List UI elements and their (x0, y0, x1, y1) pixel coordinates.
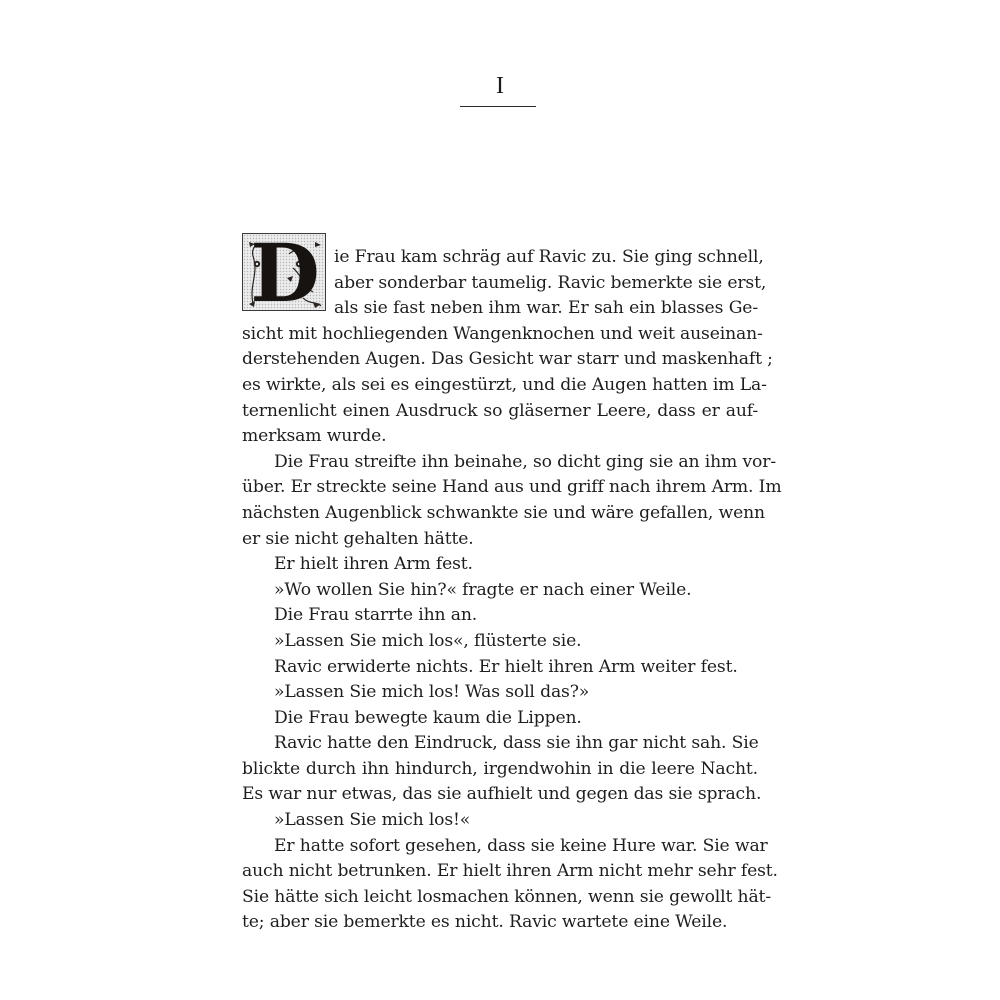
text-line: »Lassen Sie mich los!« (274, 810, 471, 831)
text-line: Die Frau bewegte kaum die Lippen. (274, 707, 582, 728)
text-line: aber sonderbar taumelig. Ravic bemerkte sie erst, (334, 272, 767, 293)
text-line: über. Er streckte seine Hand aus und griff nach ihrem Arm. Im (242, 477, 782, 498)
text-line: er sie nicht gehalten hätte. (242, 528, 474, 549)
text-line: blickte durch ihn hindurch, irgendwohin in die leere Nacht. (242, 758, 758, 779)
text-line: sicht mit hochliegenden Wangenknochen und weit auseinan- (242, 323, 763, 344)
text-line: ternenlicht einen Ausdruck so gläserner Leere, dass er auf- (242, 400, 758, 421)
text-line: Er hielt ihren Arm fest. (274, 554, 473, 575)
dropcap-letter: D (250, 233, 320, 311)
text-line: te; aber sie bemerkte es nicht. Ravic wartete eine Weile. (242, 912, 728, 933)
text-line: Die Frau streifte ihn beinahe, so dicht ging sie an ihm vor- (274, 451, 776, 472)
text-line: »Lassen Sie mich los! Was soll das?» (274, 682, 590, 703)
body-text (242, 245, 782, 936)
text-line: Sie hätte sich leicht losmachen können, wenn sie gewollt hät- (242, 886, 771, 907)
text-line: derstehenden Augen. Das Gesicht war starr und maskenhaft ; (242, 349, 773, 370)
chapter-number: I (496, 73, 504, 99)
text-line: es wirkte, als sei es eingestürzt, und die Augen hatten im La- (242, 374, 767, 395)
text-line: als sie fast neben ihm war. Er sah ein blasses Ge- (334, 298, 758, 319)
text-line: merksam wurde. (242, 426, 387, 447)
text-line: auch nicht betrunken. Er hielt ihren Arm nicht mehr sehr fest. (242, 861, 778, 882)
text-line: ie Frau kam schräg auf Ravic zu. Sie ging schnell, (334, 247, 764, 267)
text-line: Es war nur etwas, das sie aufhielt und gegen das sie sprach. (242, 784, 762, 805)
chapter-divider (460, 106, 536, 107)
text-line: Die Frau starrte ihn an. (274, 605, 478, 626)
text-line: Er hatte sofort gesehen, dass sie keine Hure war. Sie war (274, 835, 768, 856)
text-line: nächsten Augenblick schwankte sie und wäre gefallen, wenn (242, 502, 765, 523)
text-line: Ravic erwiderte nichts. Er hielt ihren Arm weiter fest. (274, 656, 738, 677)
text-line: Ravic hatte den Eindruck, dass sie ihn gar nicht sah. Sie (274, 733, 759, 754)
text-line: »Wo wollen Sie hin?« fragte er nach einer Weile. (274, 579, 692, 600)
text-line: »Lassen Sie mich los«, flüsterte sie. (274, 630, 582, 651)
